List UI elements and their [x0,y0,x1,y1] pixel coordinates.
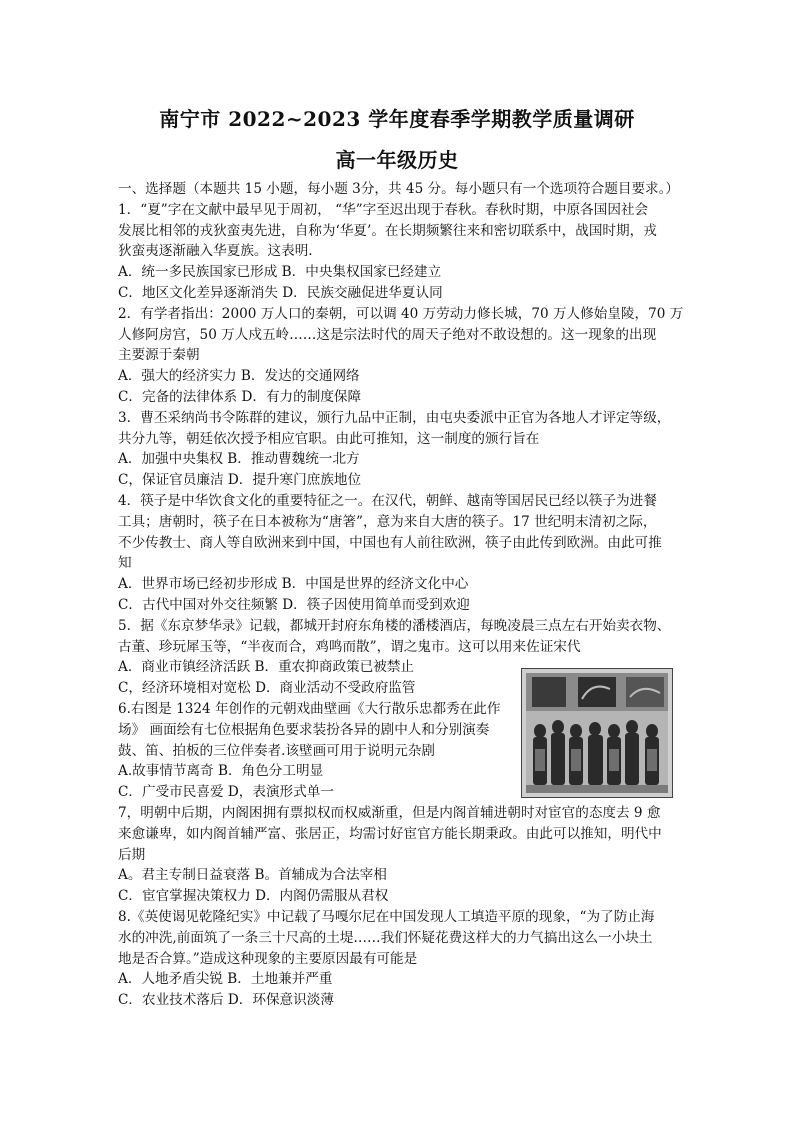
text-line: 水的冲洗,前面筑了一条三十尺高的土堤……我们怀疑花费这样大的力气搞出这么一小块土 [118,929,653,946]
text-line: 3．曹丕采纳尚书令陈群的建议，颁行九品中正制，由屯央委派中正官为各地人才评定等级， [118,409,671,426]
text-line: 1．“夏”字在文献中最早见于周初， “华”字至迟出现于春秋。春秋时期，中原各国因社会 [118,201,649,218]
text-line: C．地区文化差异逐渐消失 D．民族交融促进华夏认同 [118,285,443,301]
text-line: C，经济环境相对宽松 D．商业活动不受政府监管 [118,680,416,697]
text-line: A.故事情节离奇 B．角色分工明显 [118,763,324,780]
text-line: C．广受市民喜爱 D，表演形式单一 [118,784,334,801]
text-line: 6.右图是 1324 年创作的元朝戏曲壁画《大行散乐忠都秀在此作 [118,701,501,717]
exam-title: 南宁市 2022~2023 学年度春季学期教学质量调研 [159,107,635,131]
text-line: C．古代中国对外交往频繁 D．筷子因使用简单而受到欢迎 [118,597,470,613]
text-line: 4．筷子是中华饮食文化的重要特征之一。在汉代，朝鲜、越南等国居民已经以筷子为进餐 [118,493,657,509]
text-line: 人修阿房宫，50 万人戍五岭……这是宗法时代的周天子绝对不敢设想的。这一现象的出现 [118,326,657,343]
text-line: 5．据《东京梦华录》记载，都城开封府东角楼的潘楼酒店，每晚凌晨三点左右开始卖衣物、 [118,617,671,634]
text-line: C．完备的法律体系 D．有力的制度保障 [118,389,362,405]
text-line: A．人地矛盾尖锐 B．土地兼并严重 [118,971,333,988]
text-line: 工具；唐朝时，筷子在日本被称为“唐箸”，意为来自大唐的筷子。17 世纪明末清初之际， [118,513,657,530]
exam-subtitle: 高一年级历史 [335,148,459,172]
text-line: 8.《英使谒见乾隆纪实》中记载了马嘎尔尼在中国发现人工填造平原的现象，“为了防止海 [118,909,655,925]
text-line: 不少传教士、商人等自欧洲来到中国，中国也有人前往欧洲，筷子由此传到欧洲。由此可推 [118,534,662,551]
text-line: C．农业技术落后 D．环保意识淡薄 [118,992,334,1009]
text-line: 鼓、笛、拍板的三位伴奏者.该壁画可用于说明元杂剧 [118,742,435,759]
text-line: 古董、珍玩犀玉等，“半夜而合，鸡鸣而散”，谓之鬼市。这可以用来佐证宋代 [118,638,581,655]
text-line: 场》 画面绘有七位根据角色要求装扮各异的剧中人和分别演奏 [118,721,490,738]
text-line: C，保证官员廉洁 D．提升寒门庶族地位 [118,472,362,489]
text-line: A．强大的经济实力 B．发达的交通网络 [118,368,360,385]
text-line: 7，明朝中后期，内阁困拥有票拟权而权威渐重，但是内阁首辅进朝时对宦官的态度去 9 愈 [118,805,661,821]
text-line: A。君主专制日益衰落 B。首辅成为合法宰相 [118,867,387,884]
text-line: C．宦官掌握决策权力 D．内阁仍需服从君权 [118,888,389,905]
text-line: 狄蛮夷逐渐融入华夏族。这表明. [118,243,313,260]
mural-image [521,668,673,798]
text-line: 发展比相邻的戎狄蛮夷先进，自称为‘华夏’。在长期频繁往来和密切联系中，战国时期，戎 [118,222,657,239]
text-line: A．商业市镇经济活跃 B．重农抑商政策已被禁止 [118,659,415,676]
text-line: 来愈谦卑，如内阁首辅严富、张居正，均需讨好宦官方能长期秉政。由此可以推知，明代中 [118,825,662,842]
text-line: 主要源于秦朝 [118,347,200,364]
text-line: 共分九等，朝廷依次授予相应官职。由此可推知，这一制度的颁行旨在 [118,430,540,447]
text-line: 后期 [118,846,146,863]
text-line: 2．有学者指出：2000 万人口的秦朝，可以调 40 万劳动力修长城，70 万人修始皇陵，70 万 [118,305,684,322]
text-line: 知 [118,555,132,572]
text-line: A．加强中央集权 B．推动曹魏统一北方 [118,451,360,468]
text-line: A．统一多民族国家已形成 B．中央集权国家已经建立 [118,264,442,281]
text-line: A．世界市场已经初步形成 B．中国是世界的经济文化中心 [118,576,469,593]
text-line: 一、选择题（本题共 15 小题，每小题 3分，共 45 分。每小题只有一个选项符合题目要求。） [118,181,680,197]
text-line: 地是否合算。”造成这种现象的主要原因最有可能是 [118,950,418,967]
